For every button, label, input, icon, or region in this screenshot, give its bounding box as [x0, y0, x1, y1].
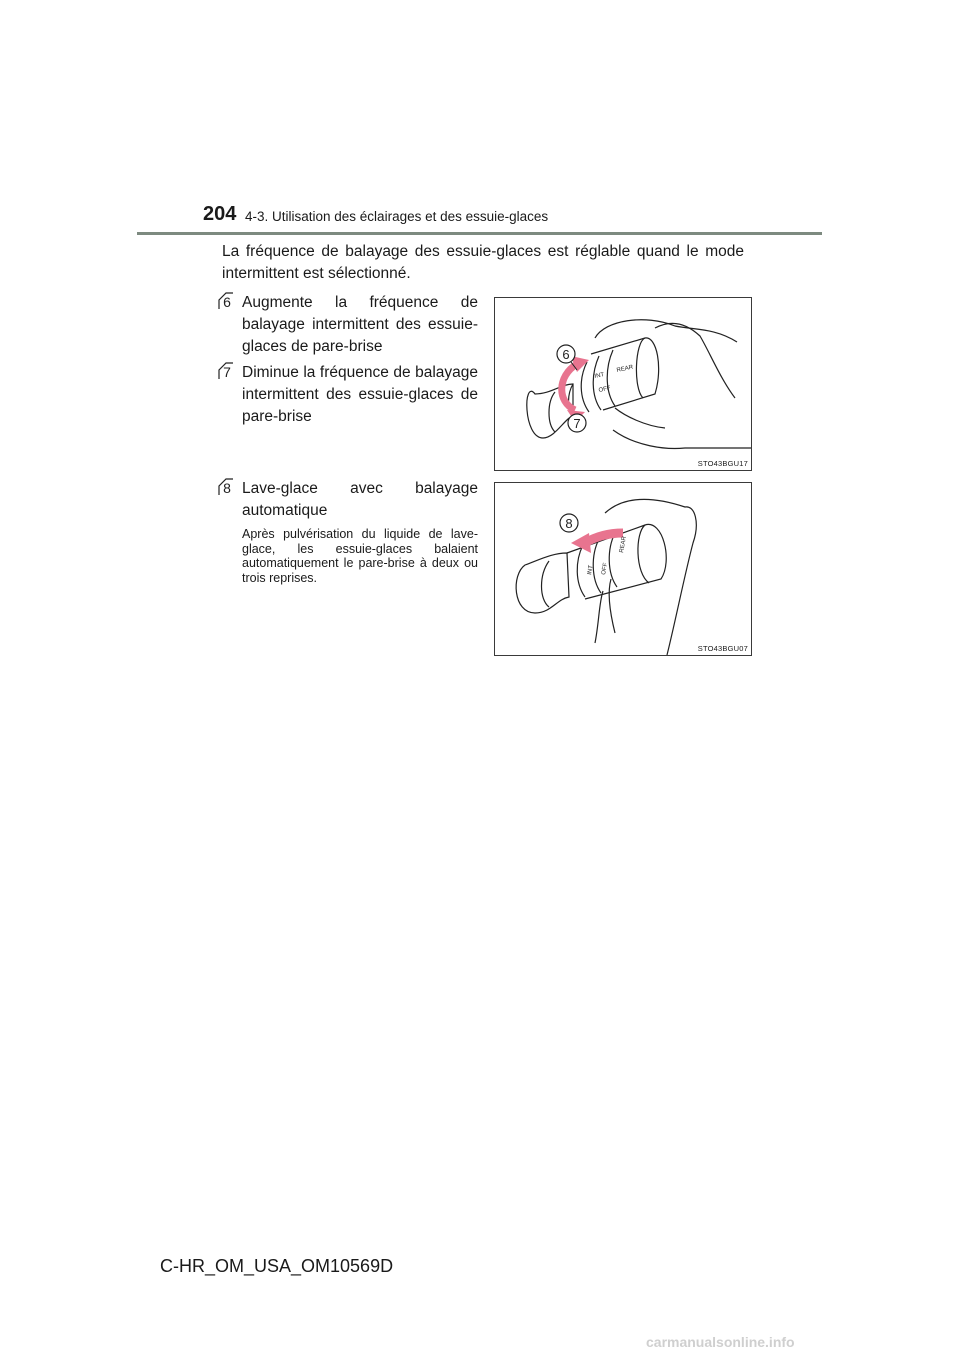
svg-text:7: 7 — [573, 416, 581, 431]
svg-text:OFF: OFF — [598, 385, 612, 394]
step-8-marker — [218, 478, 234, 496]
figure-wiper-frequency — [494, 297, 752, 471]
svg-text:6: 6 — [223, 294, 231, 310]
step-8-text: Lave-glace avec balayage automatique — [242, 480, 478, 519]
footer-doc-id: C-HR_OM_USA_OM10569D — [160, 1256, 394, 1276]
list-item — [242, 478, 478, 522]
svg-text:6: 6 — [562, 347, 570, 362]
svg-text:REAR: REAR — [616, 364, 634, 374]
svg-text:INT: INT — [594, 372, 605, 380]
wiper-lever-illustration — [495, 298, 751, 470]
step-7-marker — [218, 362, 234, 380]
svg-text:8: 8 — [223, 480, 231, 496]
step-7-text: Diminue la fréquence de balayage intermittent des essuie-glaces de pare-brise — [242, 364, 478, 425]
svg-text:REAR: REAR — [619, 535, 628, 554]
note-paragraph: Après pulvérisation du liquide de lave-glace, les essuie-glaces balaient automatiquement le pare-brise à deux ou trois reprises. — [242, 527, 478, 585]
figure-code: STO43BGU07 — [697, 644, 748, 653]
step-6-text: Augmente la fréquence de balayage intermittent des essuie-glaces de pare-brise — [242, 294, 478, 355]
header-rule — [137, 232, 822, 235]
list-item — [242, 292, 478, 358]
figure-washer — [494, 482, 752, 656]
section-title: 4-3. Utilisation des éclairages et des essuie-glaces — [245, 209, 549, 224]
step-6-marker — [218, 292, 234, 310]
svg-text:INT: INT — [587, 564, 595, 576]
washer-lever-illustration — [495, 483, 751, 655]
figure-code: STO43BGU17 — [697, 459, 748, 468]
intro-paragraph: La fréquence de balayage des essuie-glaces est réglable quand le mode intermittent est sélectionné. — [222, 243, 744, 282]
svg-text:8: 8 — [565, 516, 573, 531]
list-item — [242, 362, 478, 428]
watermark: carmanualsonline.info — [646, 1334, 795, 1350]
svg-text:OFF: OFF — [601, 562, 610, 576]
page-number: 204 — [203, 203, 237, 225]
svg-text:7: 7 — [223, 364, 231, 380]
